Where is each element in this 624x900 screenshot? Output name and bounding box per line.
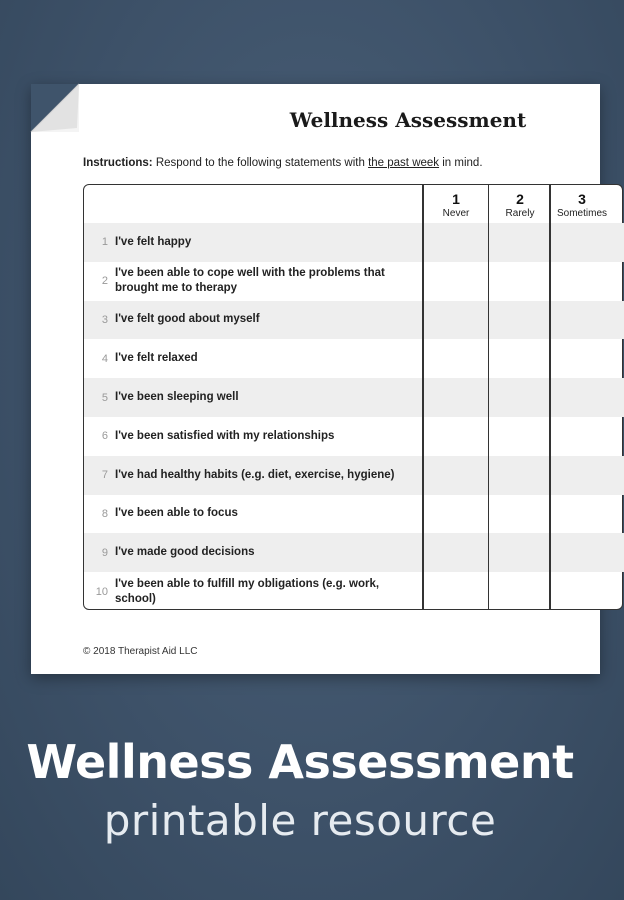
statement-text: I've had healthy habits (e.g. diet, exercise, hygiene): [115, 468, 395, 481]
assessment-table: [83, 184, 623, 610]
row-number: 1: [101, 236, 108, 249]
instructions-text-end: in mind.: [439, 157, 483, 169]
statement-text: I've felt happy: [115, 235, 192, 248]
row-number: 3: [101, 313, 108, 326]
banner-subtitle: printable resource: [103, 796, 497, 845]
instructions-text: Respond to the following statements with: [152, 157, 369, 169]
copyright-notice: © 2018 Therapist Aid LLC: [83, 646, 198, 657]
statement-text: I've made good decisions: [115, 546, 255, 559]
statement-text: I've been able to focus: [115, 507, 238, 520]
scale-label: Sometimes: [556, 208, 607, 219]
statement-text: I've been satisfied with my relationships: [115, 429, 335, 442]
instructions-label: Instructions:: [83, 157, 153, 169]
row-number: 9: [101, 546, 108, 559]
statement-text: I've been able to fulfill my obligations (e.g. work, school): [115, 577, 380, 605]
scale-number: 3: [578, 191, 586, 207]
column-divider: [422, 185, 424, 609]
scale-header-2: [489, 185, 551, 223]
scale-label: Never: [442, 208, 470, 219]
page-curl-icon: [31, 84, 79, 132]
table-row: [84, 262, 624, 301]
table-row: [84, 223, 624, 262]
table-row: [84, 495, 624, 534]
scale-label: Rarely: [505, 208, 535, 219]
document-title: Wellness Assessment: [289, 108, 527, 132]
scale-number: 1: [452, 191, 460, 207]
table-row: [84, 572, 624, 611]
statement-text: I've felt good about myself: [115, 313, 260, 326]
instructions-emphasis: the past week: [368, 157, 440, 169]
scale-number: 2: [516, 191, 524, 207]
table-row: [84, 339, 624, 378]
row-number: 8: [101, 507, 108, 520]
banner-title: Wellness Assessment: [26, 735, 574, 789]
row-number: 4: [101, 352, 108, 365]
scale-header-3: [550, 185, 614, 223]
statement-text: I've been able to cope well with the problems that brought me to therapy: [115, 267, 385, 295]
table-row: [84, 301, 624, 340]
table-row: [84, 378, 624, 417]
row-number: 6: [101, 430, 108, 443]
statement-text: I've felt relaxed: [115, 352, 198, 365]
table-row: [84, 533, 624, 572]
row-number: 10: [95, 585, 108, 598]
row-number: 7: [101, 469, 108, 482]
table-row: [84, 456, 624, 495]
table-row: [84, 417, 624, 456]
column-divider: [488, 185, 490, 609]
instructions: [83, 157, 483, 169]
row-number: 2: [101, 275, 108, 288]
column-divider: [549, 185, 551, 609]
scale-header-1: [424, 185, 488, 223]
row-number: 5: [101, 391, 108, 404]
statement-text: I've been sleeping well: [115, 391, 239, 404]
